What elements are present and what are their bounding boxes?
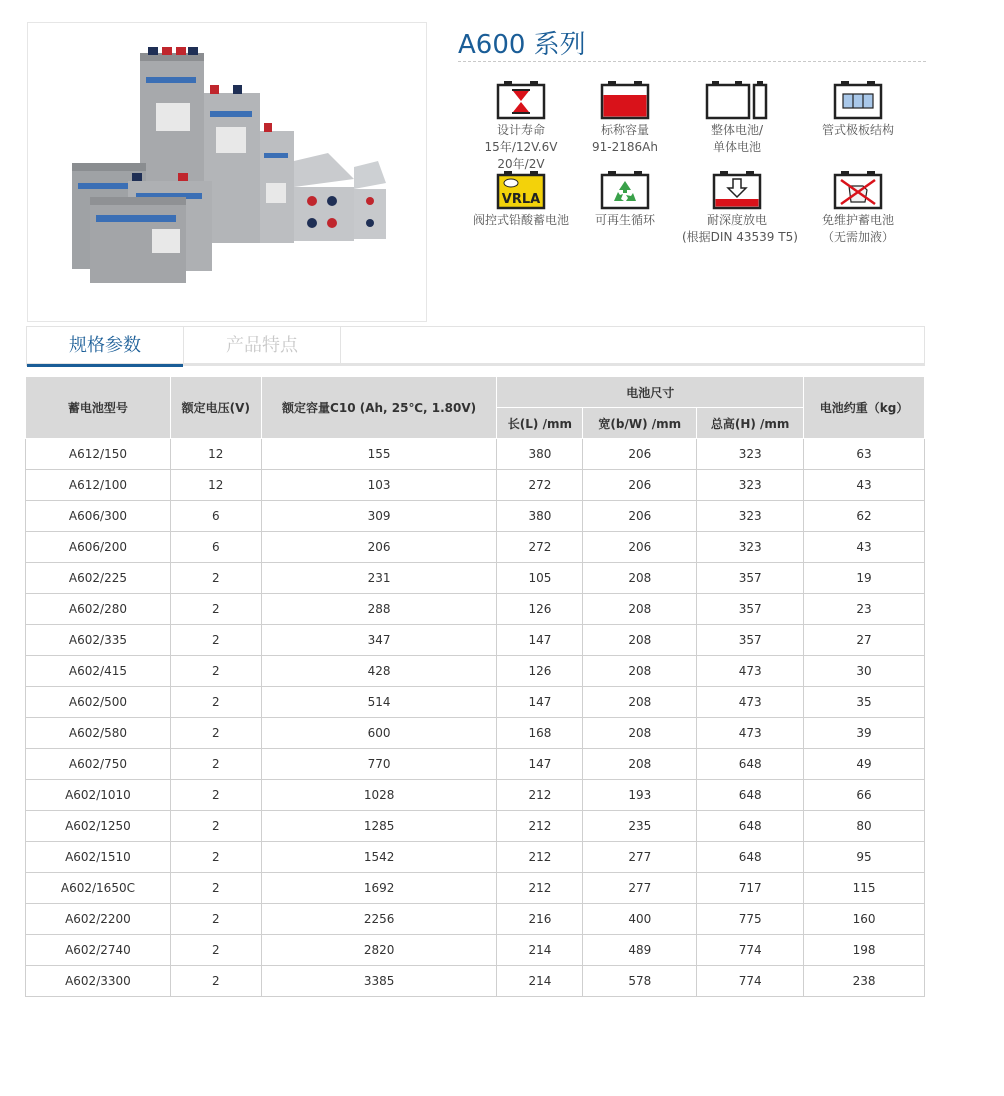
cell-capacity: 347: [261, 625, 497, 656]
cell-length: 380: [497, 501, 583, 532]
cell-voltage: 6: [170, 501, 261, 532]
cell-length: 126: [497, 656, 583, 687]
deep-discharge-icon: [712, 170, 762, 210]
cell-weight: 30: [804, 656, 925, 687]
cell-capacity: 288: [261, 594, 497, 625]
cell-width: 400: [583, 904, 697, 935]
feature-label: 单体电池: [712, 140, 761, 154]
table-row: [26, 904, 925, 935]
cell-model: A602/2200: [26, 904, 171, 935]
tab-product-features[interactable]: 产品特点: [184, 327, 341, 364]
cell-voltage: 2: [170, 811, 261, 842]
cell-weight: 160: [804, 904, 925, 935]
table-row: [26, 501, 925, 532]
cell-weight: 95: [804, 842, 925, 873]
cell-height: 357: [697, 625, 804, 656]
cell-model: A602/280: [26, 594, 171, 625]
cell-height: 648: [697, 780, 804, 811]
cell-weight: 62: [804, 501, 925, 532]
cell-model: A612/150: [26, 439, 171, 470]
cell-model: A602/3300: [26, 966, 171, 997]
feature-capacity: [570, 80, 680, 156]
series-title: A600 系列: [458, 30, 586, 60]
tubular-plate-icon: [833, 80, 883, 120]
table-row: [26, 780, 925, 811]
cell-weight: 238: [804, 966, 925, 997]
cell-voltage: 2: [170, 749, 261, 780]
cell-length: 272: [497, 470, 583, 501]
capacity-battery-icon: [600, 80, 650, 120]
cell-width: 578: [583, 966, 697, 997]
cell-width: 193: [583, 780, 697, 811]
cell-length: 380: [497, 439, 583, 470]
table-row: [26, 532, 925, 563]
tab-specifications[interactable]: 规格参数: [27, 327, 184, 364]
header-length: 长(L) /mm: [497, 408, 583, 439]
cell-model: A602/335: [26, 625, 171, 656]
cell-height: 323: [697, 439, 804, 470]
cell-weight: 35: [804, 687, 925, 718]
cell-model: A602/1010: [26, 780, 171, 811]
cell-height: 648: [697, 749, 804, 780]
cell-length: 168: [497, 718, 583, 749]
cell-model: A602/415: [26, 656, 171, 687]
cell-length: 147: [497, 625, 583, 656]
cell-model: A606/200: [26, 532, 171, 563]
cell-capacity: 2256: [261, 904, 497, 935]
cell-width: 489: [583, 935, 697, 966]
feature-block-cell: [682, 80, 792, 156]
cell-weight: 43: [804, 470, 925, 501]
table-row: [26, 749, 925, 780]
cell-height: 323: [697, 501, 804, 532]
feature-label: (根据DIN 43539 T5): [682, 230, 798, 244]
feature-label: 15年/12V.6V: [484, 140, 558, 154]
cell-capacity: 1285: [261, 811, 497, 842]
feature-recycle: [570, 170, 680, 229]
cell-length: 147: [497, 749, 583, 780]
cell-voltage: 2: [170, 656, 261, 687]
cell-height: 717: [697, 873, 804, 904]
cell-voltage: 2: [170, 563, 261, 594]
table-row: [26, 873, 925, 904]
table-row: [26, 470, 925, 501]
cell-voltage: 12: [170, 470, 261, 501]
cell-model: A606/300: [26, 501, 171, 532]
cell-length: 216: [497, 904, 583, 935]
cell-height: 357: [697, 594, 804, 625]
cell-weight: 80: [804, 811, 925, 842]
cell-voltage: 2: [170, 594, 261, 625]
feature-label: （无需加液）: [821, 230, 894, 244]
cell-model: A602/1650C: [26, 873, 171, 904]
feature-label: 管式极板结构: [821, 123, 894, 137]
cell-model: A602/1250: [26, 811, 171, 842]
cell-voltage: 2: [170, 904, 261, 935]
cell-weight: 49: [804, 749, 925, 780]
header-height: 总高(H) /mm: [697, 408, 804, 439]
table-body: [26, 439, 925, 997]
cell-height: 473: [697, 718, 804, 749]
cell-weight: 27: [804, 625, 925, 656]
cell-capacity: 770: [261, 749, 497, 780]
cell-height: 775: [697, 904, 804, 935]
cell-length: 212: [497, 842, 583, 873]
cell-model: A602/500: [26, 687, 171, 718]
feature-label: 91-2186Ah: [592, 140, 658, 154]
table-row: [26, 935, 925, 966]
tab-bar: [26, 326, 925, 366]
header-capacity: 额定容量C10 (Ah, 25℃, 1.80V): [261, 377, 497, 439]
cell-model: A602/1510: [26, 842, 171, 873]
cell-capacity: 514: [261, 687, 497, 718]
cell-capacity: 600: [261, 718, 497, 749]
header-weight: 电池约重（kg）: [804, 377, 925, 439]
cell-width: 206: [583, 532, 697, 563]
cell-width: 208: [583, 718, 697, 749]
feature-label: 设计寿命: [496, 123, 545, 137]
feature-label: 20年/2V: [497, 157, 545, 171]
cell-weight: 63: [804, 439, 925, 470]
feature-vrla: [466, 170, 576, 229]
product-photo: [27, 22, 427, 322]
feature-label: 整体电池/: [710, 123, 764, 137]
cell-width: 208: [583, 656, 697, 687]
cell-height: 323: [697, 532, 804, 563]
header-voltage: 额定电压(V): [170, 377, 261, 439]
block-cell-battery-icon: [705, 80, 769, 120]
table-row: [26, 842, 925, 873]
cell-voltage: 2: [170, 966, 261, 997]
specification-table: [25, 376, 925, 997]
cell-voltage: 2: [170, 935, 261, 966]
cell-length: 147: [497, 687, 583, 718]
cell-width: 277: [583, 842, 697, 873]
cell-height: 648: [697, 842, 804, 873]
vrla-icon: [496, 170, 546, 210]
cell-height: 774: [697, 935, 804, 966]
cell-length: 214: [497, 966, 583, 997]
cell-length: 212: [497, 780, 583, 811]
maintenance-free-icon: [833, 170, 883, 210]
cell-length: 212: [497, 811, 583, 842]
cell-height: 648: [697, 811, 804, 842]
table-row: [26, 439, 925, 470]
header-width: 宽(b/W) /mm: [583, 408, 697, 439]
cell-width: 208: [583, 625, 697, 656]
cell-voltage: 12: [170, 439, 261, 470]
feature-label: 耐深度放电: [706, 213, 767, 227]
cell-model: A602/750: [26, 749, 171, 780]
battery-group-image: [28, 23, 426, 321]
cell-height: 473: [697, 656, 804, 687]
cell-height: 774: [697, 966, 804, 997]
cell-length: 272: [497, 532, 583, 563]
cell-capacity: 2820: [261, 935, 497, 966]
cell-weight: 23: [804, 594, 925, 625]
header-dimensions: 电池尺寸: [497, 377, 804, 408]
cell-weight: 39: [804, 718, 925, 749]
cell-voltage: 2: [170, 873, 261, 904]
feature-label: 标称容量: [600, 123, 649, 137]
cell-voltage: 2: [170, 842, 261, 873]
cell-width: 208: [583, 749, 697, 780]
cell-width: 208: [583, 594, 697, 625]
cell-height: 357: [697, 563, 804, 594]
cell-model: A602/2740: [26, 935, 171, 966]
cell-capacity: 309: [261, 501, 497, 532]
feature-deep-discharge: [682, 170, 798, 246]
table-row: [26, 811, 925, 842]
cell-weight: 198: [804, 935, 925, 966]
table-row: [26, 718, 925, 749]
table-row: [26, 563, 925, 594]
cell-model: A602/580: [26, 718, 171, 749]
cell-width: 235: [583, 811, 697, 842]
cell-length: 126: [497, 594, 583, 625]
cell-capacity: 231: [261, 563, 497, 594]
cell-width: 206: [583, 501, 697, 532]
feature-label: 免维护蓄电池: [821, 213, 894, 227]
cell-capacity: 428: [261, 656, 497, 687]
feature-design-life: [466, 80, 576, 173]
cell-width: 206: [583, 439, 697, 470]
feature-maintenance-free: [803, 170, 913, 246]
cell-capacity: 1542: [261, 842, 497, 873]
cell-voltage: 2: [170, 625, 261, 656]
cell-width: 208: [583, 563, 697, 594]
cell-model: A612/100: [26, 470, 171, 501]
cell-voltage: 2: [170, 718, 261, 749]
cell-weight: 66: [804, 780, 925, 811]
cell-capacity: 3385: [261, 966, 497, 997]
cell-width: 208: [583, 687, 697, 718]
recycle-icon: [600, 170, 650, 210]
cell-weight: 115: [804, 873, 925, 904]
feature-tubular-plate: [803, 80, 913, 139]
cell-capacity: 1692: [261, 873, 497, 904]
table-row: [26, 625, 925, 656]
cell-voltage: 2: [170, 687, 261, 718]
cell-capacity: 103: [261, 470, 497, 501]
hourglass-battery-icon: [496, 80, 546, 120]
table-row: [26, 594, 925, 625]
cell-capacity: 155: [261, 439, 497, 470]
cell-width: 206: [583, 470, 697, 501]
cell-capacity: 1028: [261, 780, 497, 811]
title-divider: [458, 61, 926, 62]
cell-length: 105: [497, 563, 583, 594]
cell-weight: 43: [804, 532, 925, 563]
cell-height: 473: [697, 687, 804, 718]
table-row: [26, 966, 925, 997]
feature-label: 阀控式铅酸蓄电池: [472, 213, 569, 227]
cell-height: 323: [697, 470, 804, 501]
table-row: [26, 687, 925, 718]
cell-length: 214: [497, 935, 583, 966]
feature-label: 可再生循环: [594, 213, 655, 227]
cell-voltage: 2: [170, 780, 261, 811]
cell-model: A602/225: [26, 563, 171, 594]
cell-voltage: 6: [170, 532, 261, 563]
header-model: 蓄电池型号: [26, 377, 171, 439]
cell-width: 277: [583, 873, 697, 904]
table-row: [26, 656, 925, 687]
cell-capacity: 206: [261, 532, 497, 563]
cell-length: 212: [497, 873, 583, 904]
vrla-icon-text: VRLA: [501, 192, 541, 207]
cell-weight: 19: [804, 563, 925, 594]
